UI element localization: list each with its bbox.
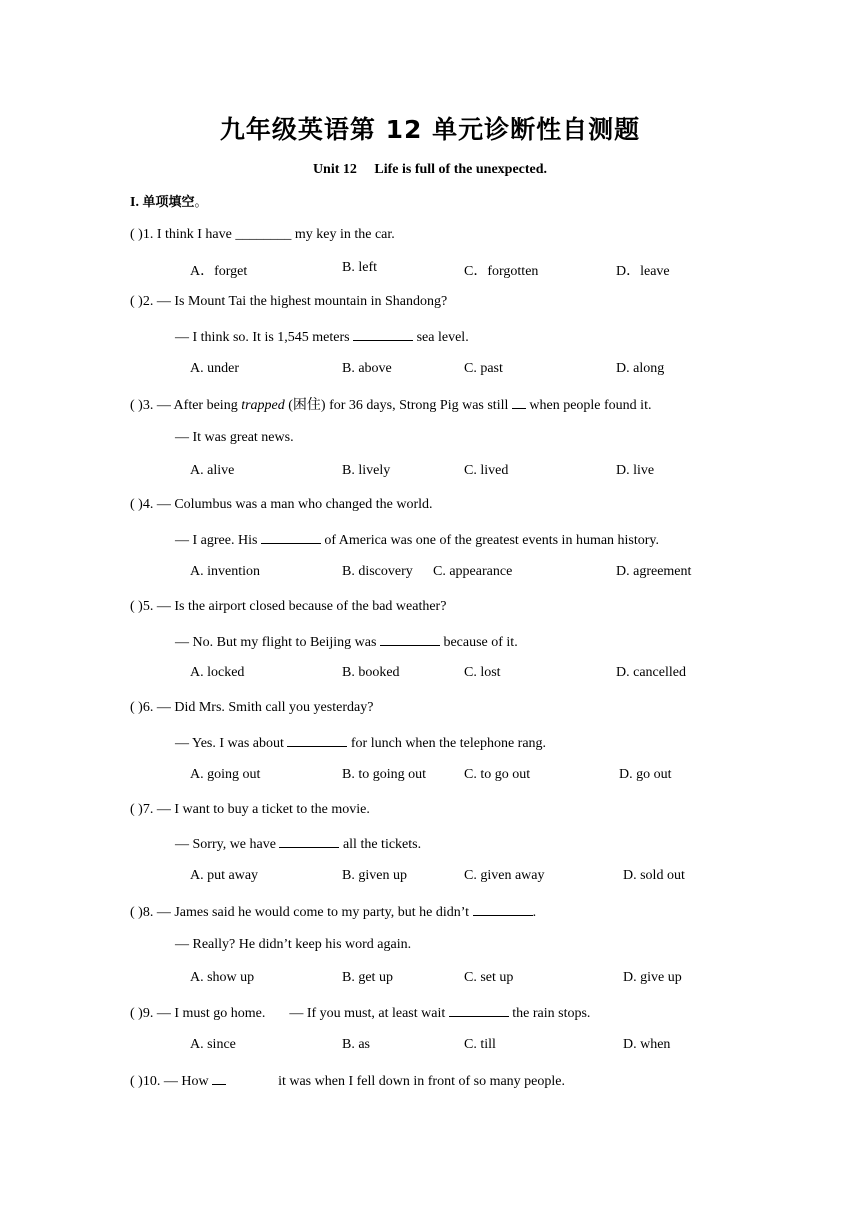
option-c[interactable]: C．forgotten	[464, 264, 539, 279]
option-d[interactable]: D. when	[623, 1037, 671, 1052]
question-9: ( )9. — I must go home. — If you must, at least wait the rain stops.	[130, 1003, 590, 1023]
section-punct: 。	[194, 195, 208, 210]
question-4: ( )4. — Columbus was a man who changed the world.	[130, 497, 433, 512]
option-b[interactable]: B. above	[342, 361, 392, 376]
question-3-answer-line: — It was great news.	[175, 430, 294, 445]
option-c[interactable]: C. to go out	[464, 767, 531, 782]
option-b[interactable]: B. lively	[342, 463, 391, 478]
answer-paren[interactable]: ( )	[130, 497, 143, 512]
option-b[interactable]: B. as	[342, 1037, 370, 1052]
option-b[interactable]: B. given up	[342, 868, 407, 883]
option-b[interactable]: B. get up	[342, 970, 393, 985]
answer-blank[interactable]	[261, 530, 321, 544]
question-5: ( )5. — Is the airport closed because of the bad weather?	[130, 599, 447, 614]
option-c[interactable]: C. given away	[464, 868, 545, 883]
section-number: I.	[130, 195, 139, 210]
option-d[interactable]: D. cancelled	[616, 665, 686, 680]
option-d[interactable]: D. agreement	[616, 564, 692, 579]
question-2: ( )2. — Is Mount Tai the highest mountain in Shandong?	[130, 294, 448, 309]
answer-blank[interactable]	[473, 902, 533, 916]
option-a[interactable]: A. going out	[190, 767, 261, 782]
question-5-answer-line: — No. But my flight to Beijing was because of it.	[175, 632, 518, 652]
option-c[interactable]: C. past	[464, 361, 503, 376]
option-d[interactable]: D. go out	[619, 767, 672, 782]
answer-blank: ________	[235, 227, 292, 242]
option-c[interactable]: C. set up	[464, 970, 514, 985]
option-b[interactable]: B. left	[342, 260, 377, 275]
option-d[interactable]: D. live	[616, 463, 655, 478]
answer-paren[interactable]: ( )	[130, 905, 143, 920]
option-c[interactable]: C. lived	[464, 463, 509, 478]
option-b[interactable]: B. booked	[342, 665, 400, 680]
answer-paren[interactable]: ( )	[130, 398, 143, 413]
option-a[interactable]: A. invention	[190, 564, 260, 579]
page-title: 九年级英语第 12 单元诊断性自测题	[219, 115, 641, 144]
option-b[interactable]: B. discovery	[342, 564, 413, 579]
option-a[interactable]: A. alive	[190, 463, 235, 478]
question-7-answer-line: — Sorry, we have all the tickets.	[175, 834, 421, 854]
answer-paren[interactable]: ( )	[130, 802, 143, 817]
answer-blank[interactable]	[512, 395, 526, 409]
option-a[interactable]: A. put away	[190, 868, 259, 883]
option-b[interactable]: B. to going out	[342, 767, 427, 782]
section-label: 单项填空	[142, 195, 195, 210]
option-d[interactable]: D．leave	[616, 264, 670, 279]
question-4-answer-line: — I agree. His of America was one of the greatest events in human history.	[175, 530, 659, 550]
option-d[interactable]: D. sold out	[623, 868, 685, 883]
answer-paren[interactable]: ( )	[130, 227, 143, 242]
option-d[interactable]: D. along	[616, 361, 665, 376]
answer-paren[interactable]: ( )	[130, 1074, 143, 1089]
option-d[interactable]: D. give up	[623, 970, 682, 985]
answer-paren[interactable]: ( )	[130, 599, 143, 614]
answer-blank[interactable]	[449, 1003, 509, 1017]
question-10: ( )10. — How it was when I fell down in front of so many people.	[130, 1071, 565, 1091]
answer-blank[interactable]	[380, 632, 440, 646]
option-c[interactable]: C. till	[464, 1037, 496, 1052]
question-2-answer-line: — I think so. It is 1,545 meters sea level.	[175, 327, 469, 347]
question-6-answer-line: — Yes. I was about for lunch when the telephone rang.	[175, 733, 546, 753]
question-3: ( )3. — After being trapped (困住) for 36 days, Strong Pig was still when people found it.	[130, 395, 651, 415]
question-1: ( )1. I think I have ________ my key in the car.	[130, 227, 395, 242]
answer-blank[interactable]	[279, 834, 339, 848]
option-a[interactable]: A. show up	[190, 970, 255, 985]
question-6: ( )6. — Did Mrs. Smith call you yesterday?	[130, 700, 374, 715]
option-a[interactable]: A．forget	[190, 264, 248, 279]
answer-blank[interactable]	[353, 327, 413, 341]
option-c[interactable]: C. appearance	[433, 564, 513, 579]
answer-blank[interactable]	[287, 733, 347, 747]
option-a[interactable]: A. locked	[190, 665, 245, 680]
unit-subtitle: Unit 12 Life is full of the unexpected.	[312, 162, 548, 177]
option-a[interactable]: A. since	[190, 1037, 236, 1052]
answer-paren[interactable]: ( )	[130, 1006, 143, 1021]
section-heading	[130, 191, 207, 211]
question-8-answer-line: — Really? He didn’t keep his word again.	[175, 937, 412, 952]
option-a[interactable]: A. under	[190, 361, 239, 376]
answer-paren[interactable]: ( )	[130, 700, 143, 715]
question-8: ( )8. — James said he would come to my party, but he didn’t .	[130, 902, 536, 922]
option-c[interactable]: C. lost	[464, 665, 501, 680]
question-7: ( )7. — I want to buy a ticket to the movie.	[130, 802, 370, 817]
answer-paren[interactable]: ( )	[130, 294, 143, 309]
answer-blank[interactable]	[212, 1071, 226, 1085]
